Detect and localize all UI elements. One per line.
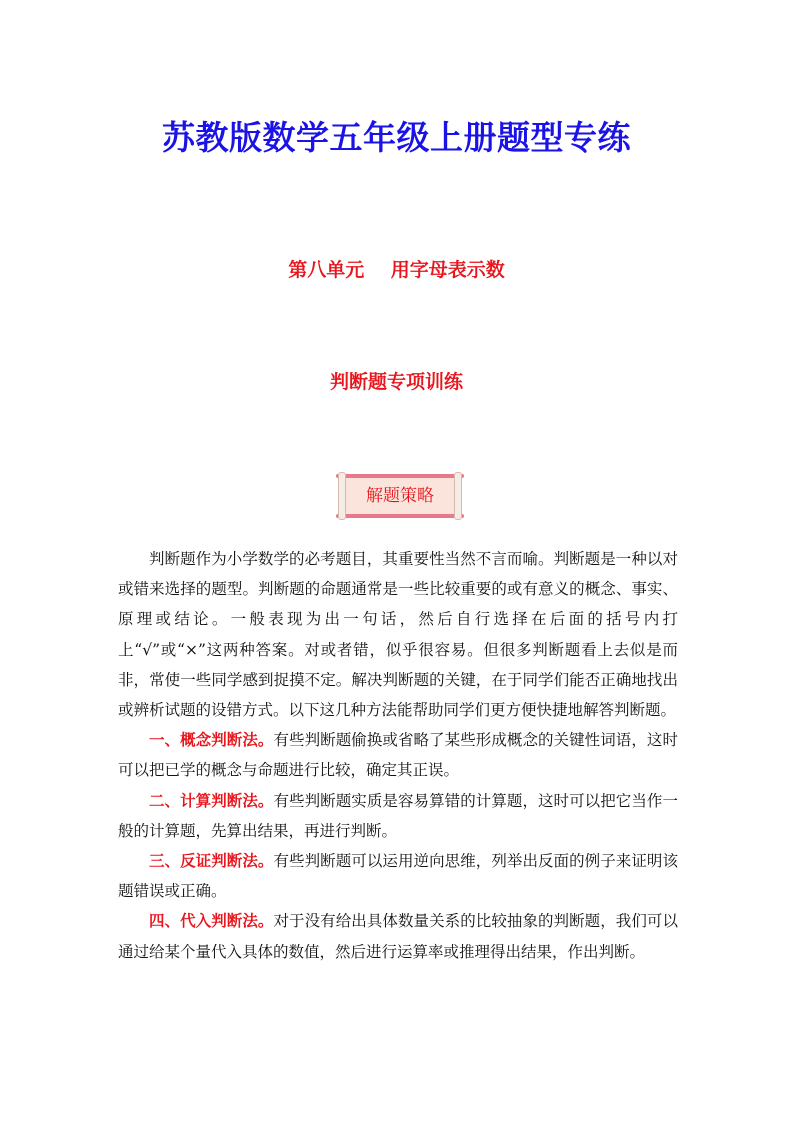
document-body (118, 544, 678, 967)
method-paragraph-2 (118, 786, 678, 846)
method-label: 三、反证判断法。 (149, 852, 274, 871)
method-paragraph-1 (118, 725, 678, 785)
method-text: 有些判断题实质是容易算错的计算题，这时可以把它当作一般的计算题，先算出结果，再进行判断。 (118, 791, 678, 840)
method-label: 一、概念判断法。 (149, 731, 274, 750)
banner-label: 解题策略 (366, 486, 434, 506)
method-label: 四、代入判断法。 (149, 912, 274, 931)
unit-heading: 第八单元 用字母表示数 (288, 259, 505, 281)
method-text: 对于没有给出具体数量关系的比较抽象的判断题，我们可以通过给某个量代入具体的数值，然后进行运算率或推理得出结果，作出判断。 (118, 912, 678, 961)
intro-paragraph: 判断题作为小学数学的必考题目，其重要性当然不言而喻。判断题是一种以对或错来选择的题型。判断题的命题通常是一些比较重要的或有意义的概念、事实、原理或结论。一般表现为出一句话，然后自行选择在后面的括号内打上“√”或“×”这两种答案。对或者错，似乎很容易。但很多判断题看上去似是而非，常使一些同学感到捉摸不定。解决判断题的关键，在于同学们能否正确地找出或辨析试题的设错方式。以下这几种方法能帮助同学们更方便快捷地解答判断题。 (118, 550, 678, 720)
method-paragraph-4 (118, 906, 678, 966)
method-paragraph-3 (118, 846, 678, 906)
strategy-banner (330, 470, 470, 522)
method-text: 有些判断题偷换或省略了某些形成概念的关键性词语，这时可以把已学的概念与命题进行比较，确定其正误。 (118, 731, 678, 780)
method-label: 二、计算判断法。 (149, 791, 274, 810)
method-text: 有些判断题可以运用逆向思维，列举出反面的例子来证明该题错误或正确。 (118, 852, 678, 901)
document-title: 苏教版数学五年级上册题型专练 (162, 118, 631, 157)
section-heading: 判断题专项训练 (329, 371, 463, 393)
